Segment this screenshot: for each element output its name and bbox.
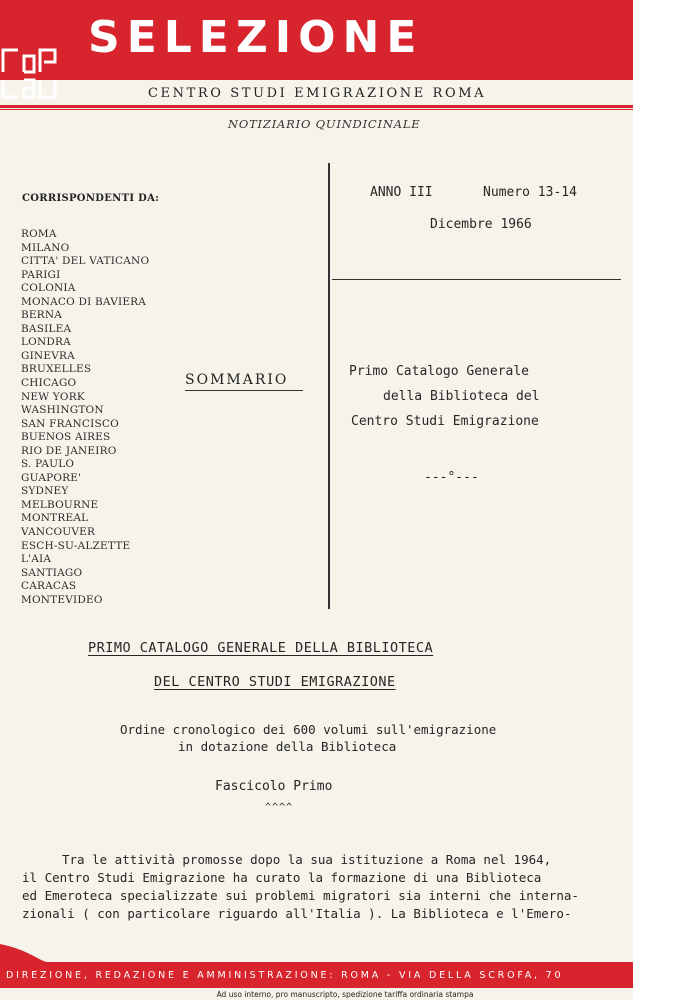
list-item: MONTEVIDEO bbox=[21, 593, 103, 606]
masthead-rule-thin bbox=[0, 109, 633, 110]
body-line: Tra le attività promosse dopo la sua istituzione a Roma nel 1964, bbox=[62, 852, 552, 867]
list-item: SANTIAGO bbox=[21, 566, 83, 579]
list-item: COLONIA bbox=[21, 282, 76, 295]
list-item: CITTA' DEL VATICANO bbox=[21, 255, 150, 268]
list-item: WASHINGTON bbox=[21, 404, 104, 417]
list-item: ESCH-SU-ALZETTE bbox=[21, 539, 131, 552]
article-body bbox=[22, 851, 617, 923]
list-item: MONACO DI BAVIERA bbox=[21, 295, 147, 308]
list-item: BRUXELLES bbox=[21, 363, 92, 376]
ornament: ^^^^ bbox=[265, 802, 294, 813]
summary-line: Centro Studi Emigrazione bbox=[351, 414, 539, 429]
publisher-logo bbox=[0, 42, 64, 102]
masthead-rule bbox=[0, 105, 633, 108]
list-item: MELBOURNE bbox=[21, 498, 99, 511]
article-title: PRIMO CATALOGO GENERALE DELLA BIBLIOTECA bbox=[88, 640, 434, 656]
summary-line: Primo Catalogo Generale bbox=[349, 364, 530, 379]
summary-separator: ---°--- bbox=[424, 470, 479, 485]
list-item: NEW YORK bbox=[21, 390, 85, 403]
list-item: BERNA bbox=[21, 309, 63, 322]
list-item: VANCOUVER bbox=[21, 526, 96, 539]
article-title-continued: DEL CENTRO STUDI EMIGRAZIONE bbox=[154, 674, 396, 690]
summary-line: della Biblioteca del bbox=[383, 389, 540, 404]
list-item: S. PAULO bbox=[21, 458, 75, 471]
masthead-title: SELEZIONE bbox=[88, 12, 424, 63]
issue-number: Numero 13-14 bbox=[483, 185, 577, 200]
list-item: MONTREAL bbox=[21, 512, 89, 525]
issue-date: Dicembre 1966 bbox=[430, 217, 532, 232]
list-item: CARACAS bbox=[21, 580, 77, 593]
sommario-heading: SOMMARIO bbox=[185, 372, 289, 388]
issue-divider bbox=[332, 279, 621, 280]
list-item: BASILEA bbox=[21, 322, 72, 335]
list-item: RIO DE JANEIRO bbox=[21, 444, 117, 457]
issue-year: ANNO III bbox=[370, 185, 433, 200]
footer-address: DIREZIONE, REDAZIONE E AMMINISTRAZIONE: ROMA - VIA DELLA SCROFA, 70 bbox=[6, 970, 564, 981]
correspondents-heading: CORRISPONDENTI DA: bbox=[22, 193, 160, 204]
list-item: ROMA bbox=[21, 228, 57, 240]
list-item: GINEVRA bbox=[21, 349, 75, 362]
sommario-underline bbox=[185, 390, 303, 391]
list-item: SYDNEY bbox=[21, 485, 69, 498]
fascicle-label: Fascicolo Primo bbox=[215, 779, 333, 794]
column-divider bbox=[328, 163, 330, 609]
footer-note: Ad uso interno, pro manuscripto, spedizione tariffa ordinaria stampa bbox=[216, 990, 474, 999]
list-item: CHICAGO bbox=[21, 377, 77, 390]
list-item: PARIGI bbox=[21, 268, 61, 281]
correspondents-list bbox=[21, 228, 149, 607]
list-item: LONDRA bbox=[21, 336, 71, 349]
masthead-subtitle: CENTRO STUDI EMIGRAZIONE ROMA bbox=[148, 86, 487, 101]
body-line: ed Emeroteca specializzate sui problemi migratori sia interni che interna- bbox=[22, 888, 579, 903]
body-line: il Centro Studi Emigrazione ha curato la formazione di una Biblioteca bbox=[22, 870, 542, 885]
list-item: SAN FRANCISCO bbox=[21, 417, 119, 430]
article-subtitle: Ordine cronologico dei 600 volumi sull'emigrazione bbox=[120, 722, 497, 737]
body-line: zionali ( con particolare riguardo all'Italia ). La Biblioteca e l'Emero- bbox=[22, 906, 572, 921]
list-item: GUAPORE' bbox=[21, 471, 82, 484]
list-item: BUENOS AIRES bbox=[21, 431, 111, 444]
list-item: MILANO bbox=[21, 241, 70, 254]
article-subtitle-continued: in dotazione della Biblioteca bbox=[178, 739, 397, 754]
list-item: L'AIA bbox=[21, 553, 52, 566]
newsletter-label: NOTIZIARIO QUINDICINALE bbox=[228, 117, 421, 131]
